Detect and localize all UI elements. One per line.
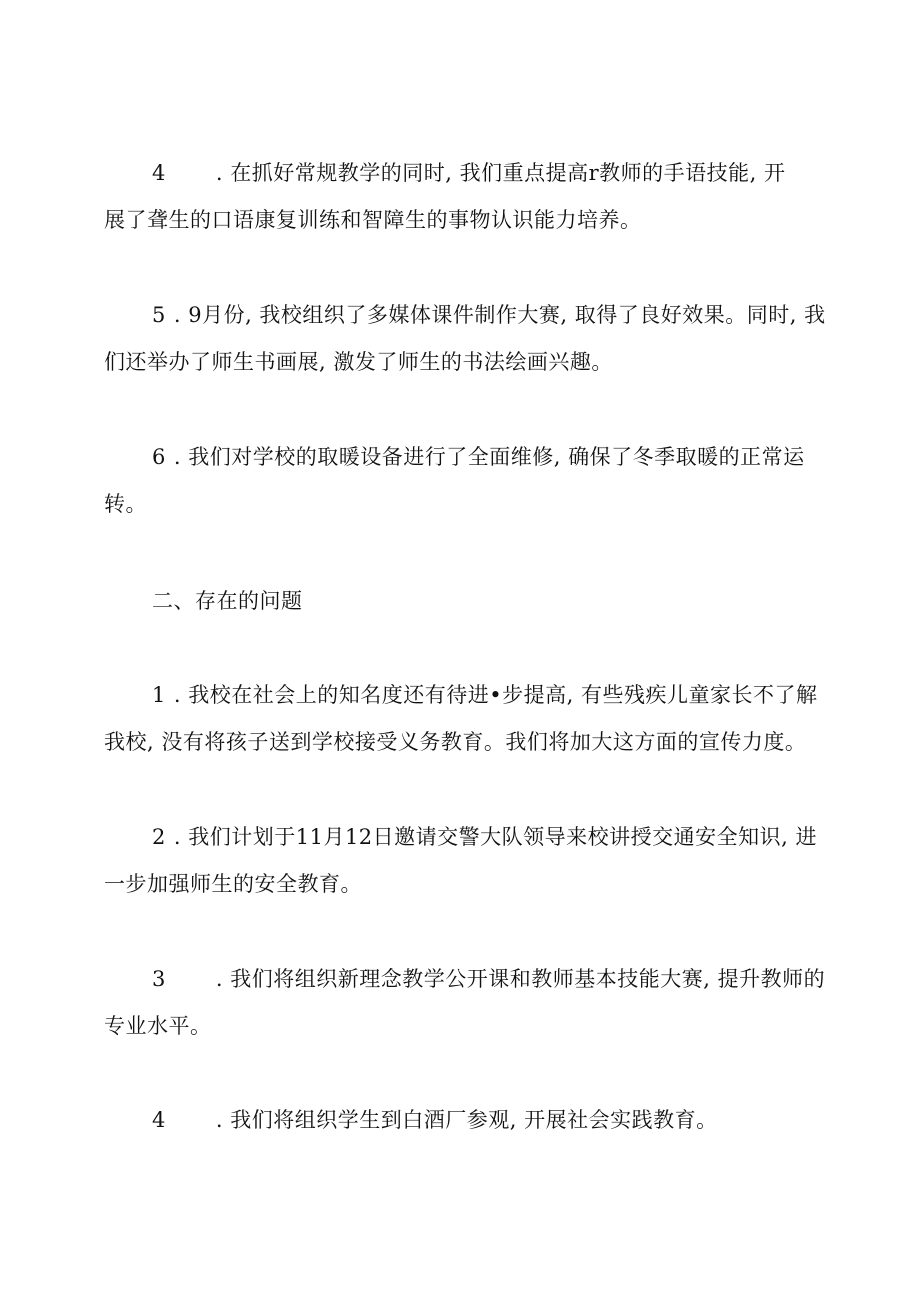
paragraph-number: 6 — [152, 445, 166, 469]
problem-2 — [104, 814, 824, 908]
paragraph-text: 我校, 没有将孩子送到学校接受义务教育。我们将加大这方面的宣传力度。 — [104, 730, 807, 754]
problem-3 — [104, 956, 824, 1050]
paragraph-5 — [104, 292, 824, 386]
paragraph-number: 2 — [152, 825, 166, 849]
paragraph-number: 5 — [152, 303, 166, 327]
paragraph-number: 3 — [152, 967, 166, 991]
paragraph-text: . 在抓好常规教学的同时, 我们重点提高r教师的手语技能, 开 — [215, 161, 786, 185]
problem-1 — [104, 672, 824, 766]
paragraph-text: 转。 — [104, 492, 147, 516]
paragraph-text: 一步加强师生的安全教育。 — [104, 872, 362, 896]
paragraph-4 — [104, 150, 824, 244]
paragraph-6 — [104, 434, 824, 528]
paragraph-text: . 我校在社会上的知名度还有待进•步提高, 有些残疾儿童家长不了解 — [173, 683, 818, 707]
paragraph-number: 4 — [152, 161, 166, 185]
paragraph-text: . 9月份, 我校组织了多媒体课件制作大赛, 取得了良好效果。同时, 我 — [173, 303, 826, 327]
paragraph-text: . 我们将组织学生到白酒厂参观, 开展社会实践教育。 — [215, 1108, 718, 1132]
paragraph-text: 专业水平。 — [104, 1014, 212, 1038]
paragraph-number: 4 — [152, 1108, 166, 1132]
problem-4 — [104, 1097, 824, 1144]
paragraph-text: 们还举办了师生书画展, 激发了师生的书法绘画兴趣。 — [104, 350, 613, 374]
paragraph-text: . 我们计划于11月12日邀请交警大队领导来校讲授交通安全知识, 进 — [173, 825, 818, 849]
paragraph-text: . 我们将组织新理念教学公开课和教师基本技能大赛, 提升教师的 — [215, 967, 826, 991]
paragraph-text: . 我们对学校的取暖设备进行了全面维修, 确保了冬季取暖的正常运 — [173, 445, 805, 469]
section-heading: 二、存在的问题 — [152, 589, 303, 613]
paragraph-number: 1 — [152, 683, 166, 707]
paragraph-text: 展了聋生的口语康复训练和智障生的事物认识能力培养。 — [104, 208, 642, 232]
